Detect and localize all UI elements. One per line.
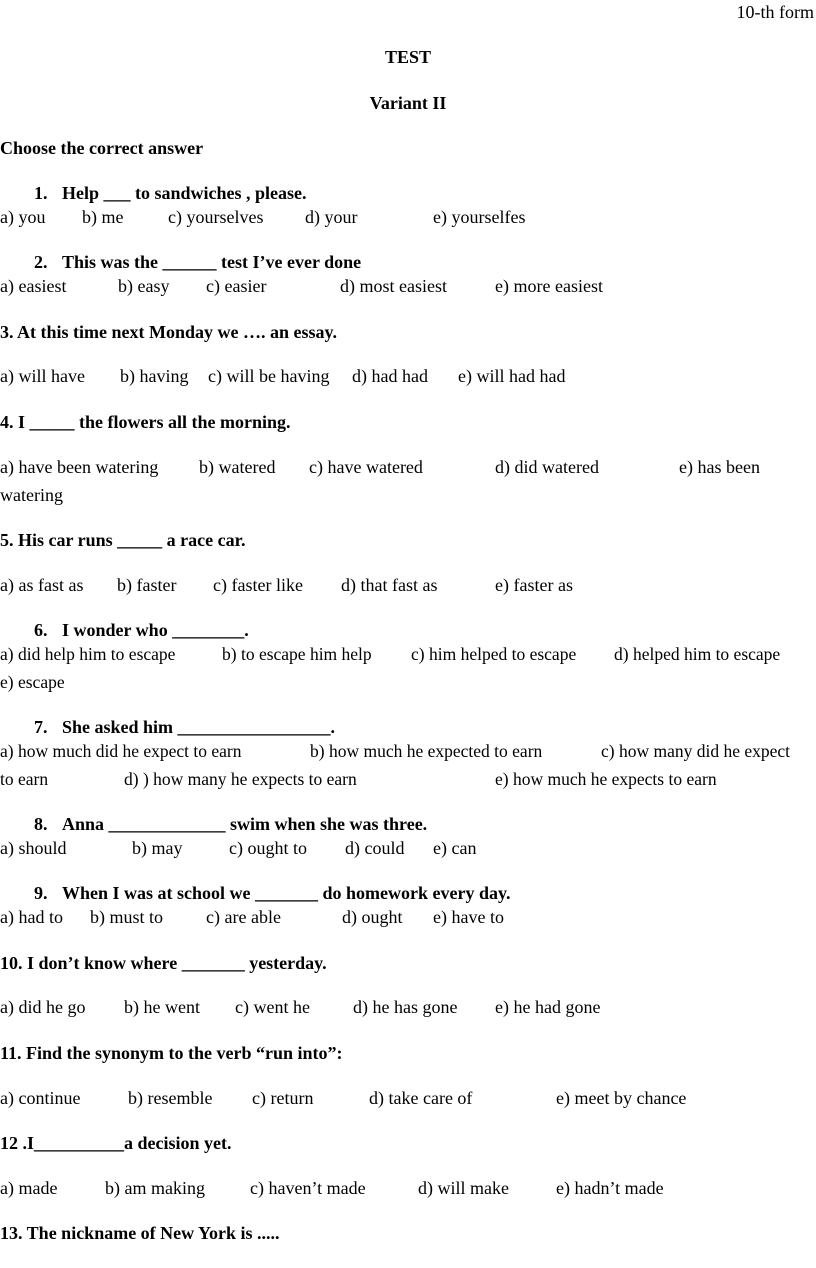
option[interactable]: d) did watered [495,457,599,477]
question-text: She asked him _________________. [62,717,336,737]
option[interactable]: c) easier [206,276,267,296]
option[interactable]: e) faster as [495,575,573,595]
option-continuation: to earn [0,769,49,789]
option[interactable]: c) haven’t made [250,1178,366,1198]
option[interactable]: b) me [82,207,124,227]
question-text: 12 .I__________a decision yet. [0,1133,232,1153]
question-text: 11. Find the synonym to the verb “run into”: [0,1043,343,1063]
option[interactable]: c) faster like [213,575,303,595]
form-label: 10-th form [736,2,814,22]
question-text: This was the ______ test I’ve ever done [62,252,362,272]
option[interactable]: d) had had [352,366,428,386]
option[interactable]: a) made [0,1178,58,1198]
option[interactable]: e) meet by chance [556,1088,687,1108]
option[interactable]: c) how many did he expect [601,741,791,761]
question-text: 13. The nickname of New York is ..... [0,1223,280,1243]
option[interactable]: e) hadn’t made [556,1178,664,1198]
option[interactable]: a) had to [0,907,63,927]
option[interactable]: b) faster [117,575,177,595]
option[interactable]: d) will make [418,1178,509,1198]
option[interactable]: e) he had gone [495,997,601,1017]
option[interactable]: e) will had had [458,366,566,386]
question-text: Help ___ to sandwiches , please. [62,183,307,203]
option[interactable]: a) did he go [0,997,86,1017]
option[interactable]: a) you [0,207,46,227]
option[interactable]: a) as fast as [0,575,84,595]
question-text: 10. I don’t know where _______ yesterday. [0,953,327,973]
instruction: Choose the correct answer [0,138,204,158]
question-number: 7. [34,717,48,737]
option[interactable]: e) more easiest [495,276,603,296]
option[interactable]: e) can [433,838,477,858]
option[interactable]: b) resemble [128,1088,213,1108]
option[interactable]: d) he has gone [353,997,458,1017]
option-continuation: watering [0,485,63,505]
page-title: TEST [384,47,432,67]
option[interactable]: b) how much he expected to earn [310,741,543,761]
option[interactable]: d) helped him to escape [614,644,781,664]
option[interactable]: c) yourselves [168,207,264,227]
option[interactable]: e) escape [0,672,65,692]
option[interactable]: a) easiest [0,276,67,296]
option[interactable]: c) return [252,1088,314,1108]
question-number: 8. [34,814,48,834]
option[interactable]: b) having [120,366,189,386]
question-number: 1. [34,183,48,203]
option[interactable]: a) have been watering [0,457,159,477]
option[interactable]: a) continue [0,1088,81,1108]
question-text: When I was at school we _______ do homework every day. [62,883,511,903]
option[interactable]: a) should [0,838,67,858]
question-text: 3. At this time next Monday we …. an essay. [0,322,337,342]
option[interactable]: a) did help him to escape [0,644,176,664]
question-text: 4. I _____ the flowers all the morning. [0,412,291,432]
question-number: 2. [34,252,48,272]
option[interactable]: e) have to [433,907,504,927]
option[interactable]: d) most easiest [340,276,447,296]
option[interactable]: b) easy [118,276,170,296]
option[interactable]: b) to escape him help [222,644,372,664]
option[interactable]: c) will be having [208,366,330,386]
option[interactable]: b) must to [90,907,164,927]
option[interactable]: e) has been [679,457,760,477]
option[interactable]: d) your [305,207,358,227]
option[interactable]: b) am making [105,1178,205,1198]
option[interactable]: c) ought to [229,838,307,858]
option[interactable]: c) him helped to escape [411,644,577,664]
option[interactable]: b) may [132,838,183,858]
question-number: 9. [34,883,48,903]
option[interactable]: d) could [345,838,405,858]
option[interactable]: a) how much did he expect to earn [0,741,242,761]
option[interactable]: d) that fast as [341,575,438,595]
option[interactable]: e) how much he expects to earn [495,769,717,789]
option[interactable]: d) ) how many he expects to earn [124,769,357,789]
question-text: I wonder who ________. [62,620,249,640]
question-text: 5. His car runs _____ a race car. [0,530,246,550]
option[interactable]: c) are able [206,907,281,927]
option[interactable]: b) he went [124,997,200,1017]
option[interactable]: a) will have [0,366,85,386]
variant-label: Variant II [369,93,447,113]
question-number: 6. [34,620,48,640]
option[interactable]: c) have watered [309,457,423,477]
option[interactable]: c) went he [235,997,310,1017]
question-text: Anna _____________ swim when she was three. [62,814,428,834]
option[interactable]: b) watered [199,457,276,477]
option[interactable]: d) ought [342,907,403,927]
option[interactable]: d) take care of [369,1088,473,1108]
option[interactable]: e) yourselfes [433,207,526,227]
